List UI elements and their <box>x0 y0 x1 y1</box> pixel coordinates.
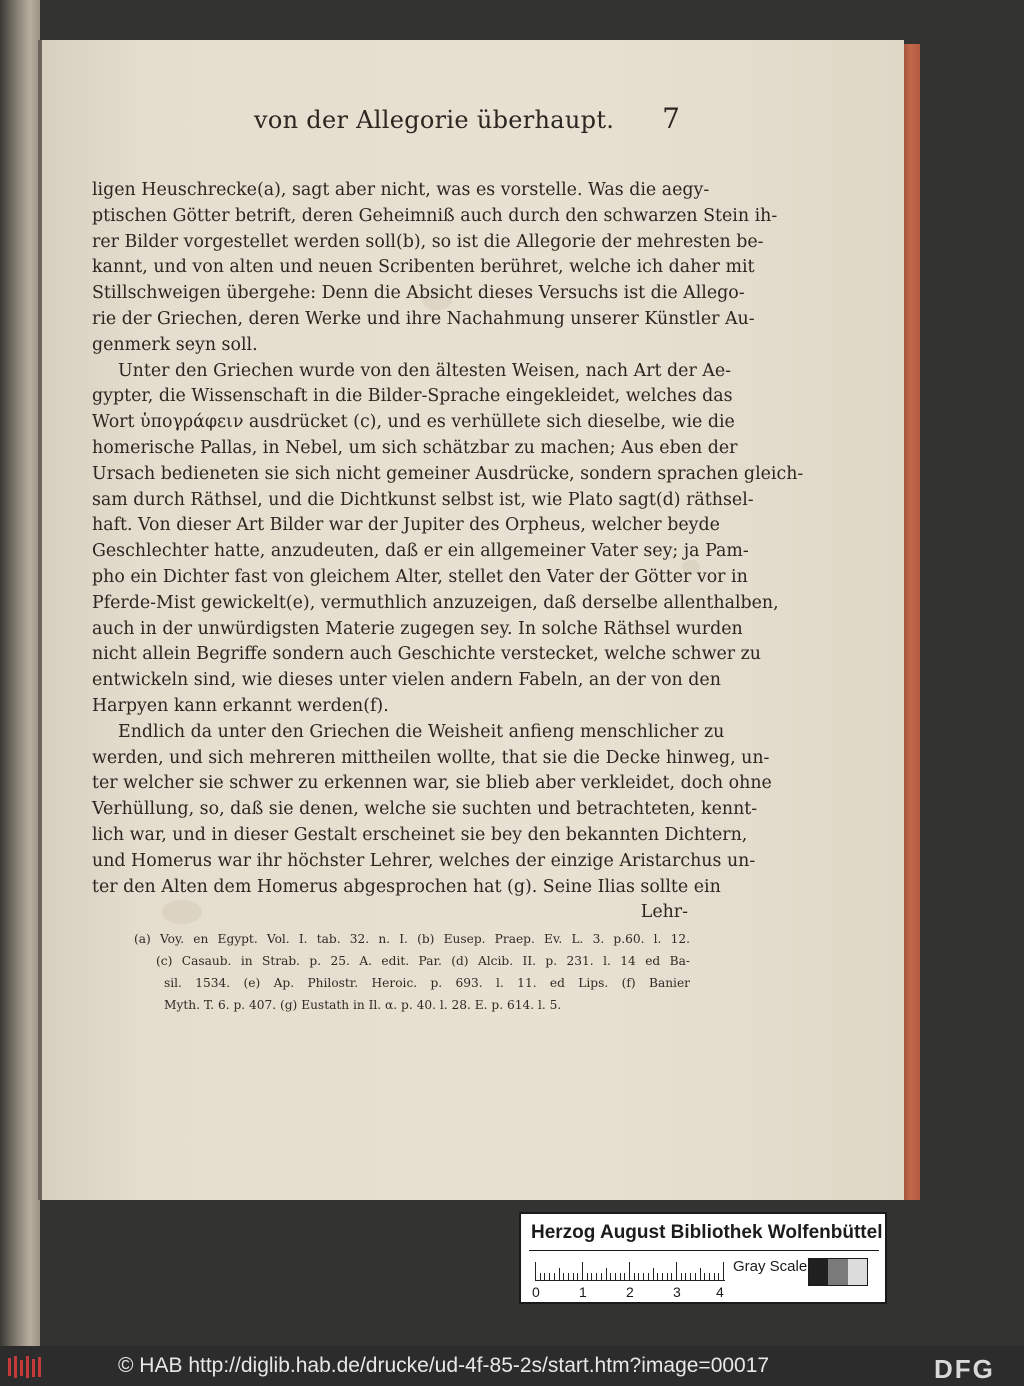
ruler-tick <box>549 1273 550 1280</box>
body-text <box>92 178 804 926</box>
ruler-tick <box>638 1273 639 1280</box>
text-line: Geschlechter hatte, anzudeuten, daß er ein allgemeiner Vater sey; ja Pam- <box>92 541 749 562</box>
page-number: 7 <box>662 102 680 135</box>
ruler-tick <box>653 1268 654 1280</box>
text-line: ter welcher sie schwer zu erkennen war, sie blieb aber verkleidet, doch ohne <box>92 773 772 794</box>
gray-scale-label: Gray Scale <box>733 1258 808 1275</box>
text-line: ligen Heuschrecke(a), sagt aber nicht, was es vorstelle. Was die aegy- <box>92 180 710 200</box>
text-line: Endlich da unter den Griechen die Weisheit anfieng menschlicher zu <box>118 721 725 742</box>
ruler-number: 1 <box>579 1284 587 1300</box>
ruler-number: 0 <box>532 1284 540 1300</box>
ruler-tick <box>714 1273 715 1280</box>
ruler-tick <box>540 1273 541 1280</box>
left-page-stack <box>0 0 40 1346</box>
footnotes <box>134 928 690 1016</box>
red-page-edge <box>904 44 920 1200</box>
text-line: rer Bilder vorgestellet werden soll(b), so ist die Allegorie der mehresten be- <box>92 231 764 252</box>
ruler-tick <box>685 1273 686 1280</box>
text-line: Harpyen kann erkannt werden(f). <box>92 695 389 716</box>
ruler-tick <box>601 1273 602 1280</box>
ruler-tick <box>610 1273 611 1280</box>
copyright-link[interactable]: © HAB http://diglib.hab.de/drucke/ud-4f-85-2s/start.htm?image=00017 <box>118 1354 770 1377</box>
divider <box>529 1250 879 1251</box>
text-line: haft. Von dieser Art Bilder war der Jupiter des Orpheus, welcher beyde <box>92 515 720 536</box>
ruler-tick <box>643 1273 644 1280</box>
ruler-tick <box>634 1273 635 1280</box>
text-line: nicht allein Begriffe sondern auch Geschichte verstecket, welche schwer zu <box>92 644 761 665</box>
footnote-line: sil. 1534. (e) Ap. Philostr. Heroic. p. 693. l. 11. ed Lips. (f) Banier <box>164 976 690 990</box>
ruler-tick <box>577 1273 578 1280</box>
ruler-tick <box>723 1262 724 1280</box>
gray-scale-swatches <box>808 1258 868 1286</box>
gray-swatch-mid <box>828 1259 847 1285</box>
running-title: von der Allegorie überhaupt. <box>254 106 615 134</box>
text-line: homerische Pallas, in Nebel, um sich schätzbar zu machen; Aus eben der <box>92 437 738 458</box>
ruler-tick <box>657 1273 658 1280</box>
ruler-tick <box>563 1273 564 1280</box>
text-line: werden, und sich mehreren mittheilen wollte, that sie die Decke hinweg, un- <box>92 747 770 768</box>
ruler-tick <box>596 1273 597 1280</box>
ruler-tick <box>700 1268 701 1280</box>
text-line: ter den Alten dem Homerus abgesprochen hat (g). Seine Ilias sollte ein <box>92 876 721 897</box>
text-line: und Homerus war ihr höchster Lehrer, welches der einzige Aristarchus un- <box>92 850 756 871</box>
dfg-logo: DFG <box>934 1354 995 1384</box>
ruler-tick <box>587 1273 588 1280</box>
ruler-tick <box>718 1273 719 1280</box>
text-line: Stillschweigen übergehe: Denn die Absicht dieses Versuchs ist die Allego- <box>92 283 745 304</box>
ruler-tick <box>671 1273 672 1280</box>
text-line: Pferde-Mist gewickelt(e), vermuthlich anzuzeigen, daß derselbe allenthalben, <box>92 592 779 613</box>
cm-ruler <box>535 1258 725 1284</box>
ruler-tick <box>704 1273 705 1280</box>
running-head <box>210 102 680 142</box>
ruler-tick <box>582 1262 583 1280</box>
hab-logo-icon <box>6 1354 46 1380</box>
footnote-line: Myth. T. 6. p. 407. (g) Eustath in Il. α. p. 40. l. 28. E. p. 614. l. 5. <box>164 998 562 1012</box>
ruler-number: 2 <box>626 1284 634 1300</box>
ruler-tick <box>690 1273 691 1280</box>
ruler-baseline <box>535 1280 725 1281</box>
text-line: ptischen Götter betrift, deren Geheimniß auch durch den schwarzen Stein ih- <box>92 205 778 226</box>
text-line: genmerk seyn soll. <box>92 334 258 355</box>
ruler-tick <box>624 1273 625 1280</box>
ruler-tick <box>695 1273 696 1280</box>
ruler-tick <box>554 1273 555 1280</box>
viewer-footer <box>0 1346 1024 1386</box>
text-line: Wort ὑπογράφειν ausdrücket (c), und es verhüllete sich dieselbe, wie die <box>92 412 735 433</box>
ruler-tick <box>573 1273 574 1280</box>
text-line: gypter, die Wissenschaft in die Bilder-Sprache eingekleidet, welches das <box>92 386 733 407</box>
ruler-tick <box>591 1273 592 1280</box>
ruler-tick <box>620 1273 621 1280</box>
ruler-number: 3 <box>673 1284 681 1300</box>
ruler-number: 4 <box>716 1284 724 1300</box>
ruler-tick <box>559 1268 560 1280</box>
text-line: kannt, und von alten und neuen Scribenten berühret, welche ich daher mit <box>92 257 755 278</box>
ruler-tick <box>568 1273 569 1280</box>
catchword: Lehr- <box>640 902 688 923</box>
library-color-card <box>519 1212 887 1304</box>
ruler-tick <box>662 1273 663 1280</box>
footnote-line: (c) Casaub. in Strab. p. 25. A. edit. Par. (d) Alcib. II. p. 231. l. 14 ed Ba- <box>156 954 690 968</box>
footnote-line: (a) Voy. en Egypt. Vol. I. tab. 32. n. I. (b) Eusep. Praep. Ev. L. 3. p.60. l. 12. <box>134 932 690 946</box>
text-line: entwickeln sind, wie dieses unter vielen andern Fabeln, an der von den <box>92 670 721 691</box>
ruler-tick <box>667 1273 668 1280</box>
ruler-tick <box>606 1268 607 1280</box>
text-line: rie der Griechen, deren Werke und ihre Nachahmung unserer Künstler Au- <box>92 308 755 329</box>
text-line: pho ein Dichter fast von gleichem Alter, stellet den Vater der Götter vor in <box>92 566 748 587</box>
text-line: Ursach bedieneten sie sich nicht gemeiner Ausdrücke, sondern sprachen gleich- <box>92 463 804 484</box>
ruler-tick <box>544 1273 545 1280</box>
text-line: auch in der unwürdigsten Materie zugegen sey. In solche Räthsel wurden <box>92 618 743 639</box>
gray-swatch-dark <box>809 1259 828 1285</box>
ruler-tick <box>648 1273 649 1280</box>
ruler-tick <box>681 1273 682 1280</box>
text-line: lich war, und in dieser Gestalt erscheinet sie bey den bekannten Dichtern, <box>92 824 748 845</box>
ruler-tick <box>709 1273 710 1280</box>
library-name: Herzog August Bibliothek Wolfenbüttel <box>531 1222 883 1243</box>
text-line: Unter den Griechen wurde von den ältesten Weisen, nach Art der Ae- <box>118 360 732 381</box>
text-line: sam durch Räthsel, und die Dichtkunst selbst ist, wie Plato sagt(d) räthsel- <box>92 489 754 510</box>
ruler-tick <box>676 1262 677 1280</box>
gray-swatch-light <box>848 1259 867 1285</box>
ruler-tick <box>535 1262 536 1280</box>
text-line: Verhüllung, so, daß sie denen, welche sie suchten und betrachteten, kennt- <box>92 799 758 820</box>
ruler-tick <box>615 1273 616 1280</box>
ruler-tick <box>629 1262 630 1280</box>
